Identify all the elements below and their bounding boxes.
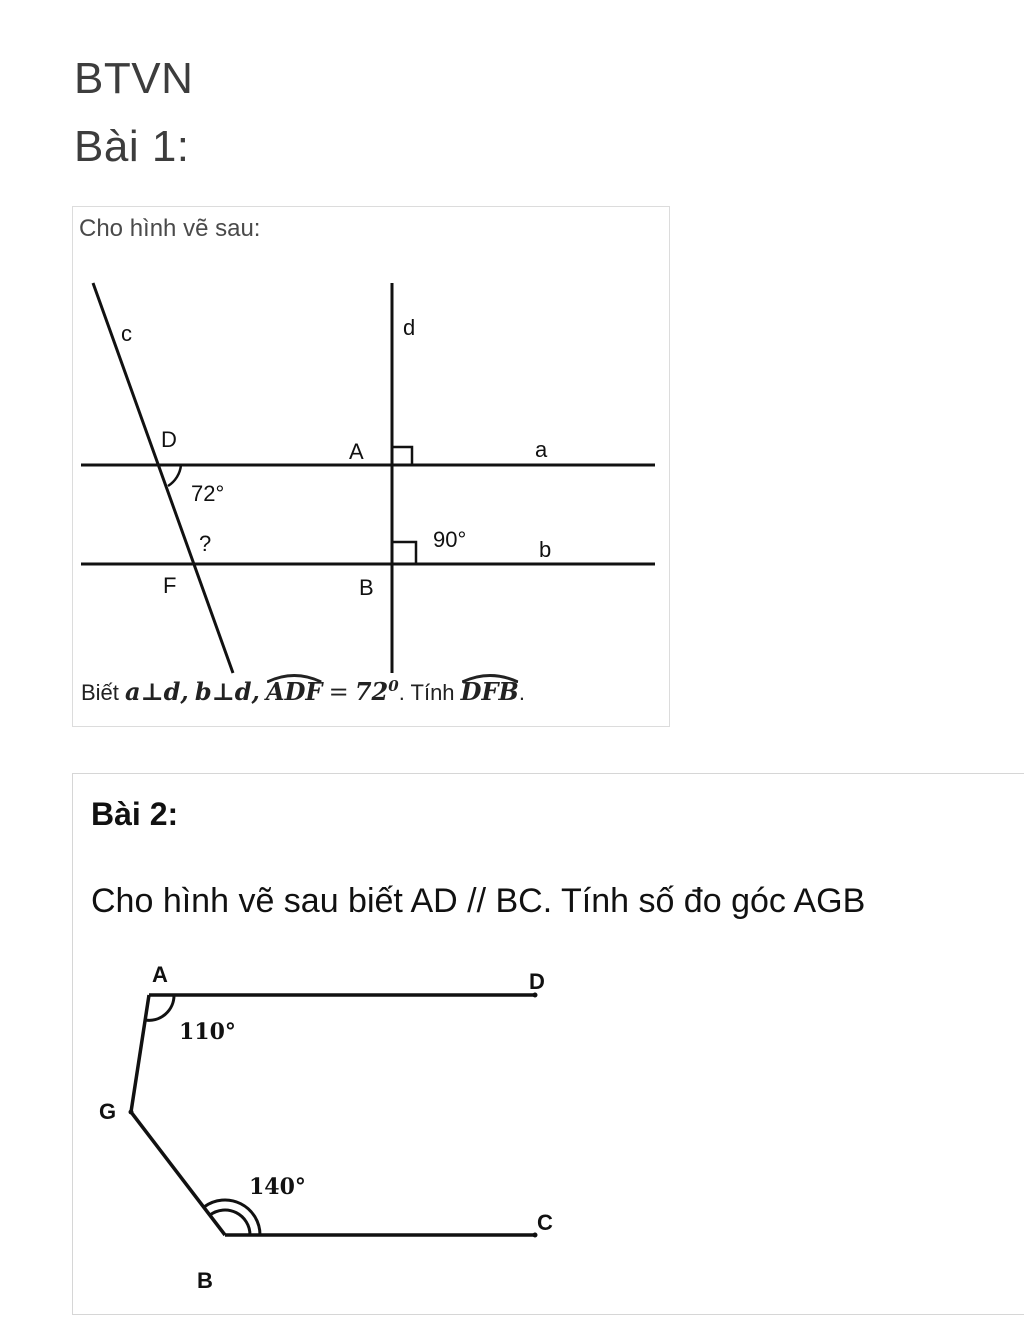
label-unknown: ? [199, 531, 212, 556]
label-angle-90: 90° [433, 527, 467, 552]
angle-arc-d [168, 465, 181, 486]
condition-a-perp-d: a⊥d, [125, 677, 189, 706]
label-point-a: A [349, 439, 364, 464]
label-c: C [537, 1210, 553, 1235]
label-a: A [152, 962, 168, 987]
given-value: $72^0$ [354, 677, 399, 706]
label-line-b: b [539, 537, 552, 562]
label-point-d: D [161, 427, 177, 452]
label-angle-72: 72° [191, 481, 225, 506]
label-d: D [529, 969, 545, 994]
exercise-2-card [72, 773, 1024, 1315]
exercise-2-text: Cho hình vẽ sau biết AD // BC. Tính số đo góc AGB [91, 882, 866, 920]
label-g: G [99, 1099, 117, 1124]
exercise-1-question [81, 677, 525, 706]
label-line-c: c [121, 321, 132, 346]
find-angle: DFB [460, 677, 519, 706]
label-angle-140: 140° [249, 1174, 306, 1200]
label-line-a: a [535, 437, 548, 462]
label-line-d: d [403, 315, 416, 340]
line-c [93, 283, 233, 673]
exercise-1-card [72, 206, 670, 727]
condition-b-perp-d: b⊥d, [194, 677, 260, 706]
segment-ag [131, 995, 149, 1112]
given-angle: ADF [266, 677, 323, 706]
equals-sign: = [328, 678, 349, 706]
label-point-f: F [163, 573, 177, 598]
exercise-2-title: Bài 2: [91, 796, 179, 832]
segment-gb [131, 1112, 225, 1235]
exercise-1-title: Bài 1: [74, 122, 190, 171]
question-middle: . Tính [398, 680, 455, 705]
right-angle-mark-a [392, 447, 412, 465]
question-prefix: Biết [81, 680, 119, 705]
exercise-1-intro: Cho hình vẽ sau: [79, 215, 261, 242]
exercise-1-figure [73, 207, 669, 677]
question-end: . [518, 680, 525, 705]
exercise-2-figure [73, 774, 1024, 1314]
label-point-b: B [359, 575, 374, 600]
page-heading: BTVN [74, 54, 194, 103]
label-b: B [197, 1268, 213, 1293]
label-angle-110: 110° [179, 1019, 236, 1045]
right-angle-mark-b [392, 542, 416, 564]
